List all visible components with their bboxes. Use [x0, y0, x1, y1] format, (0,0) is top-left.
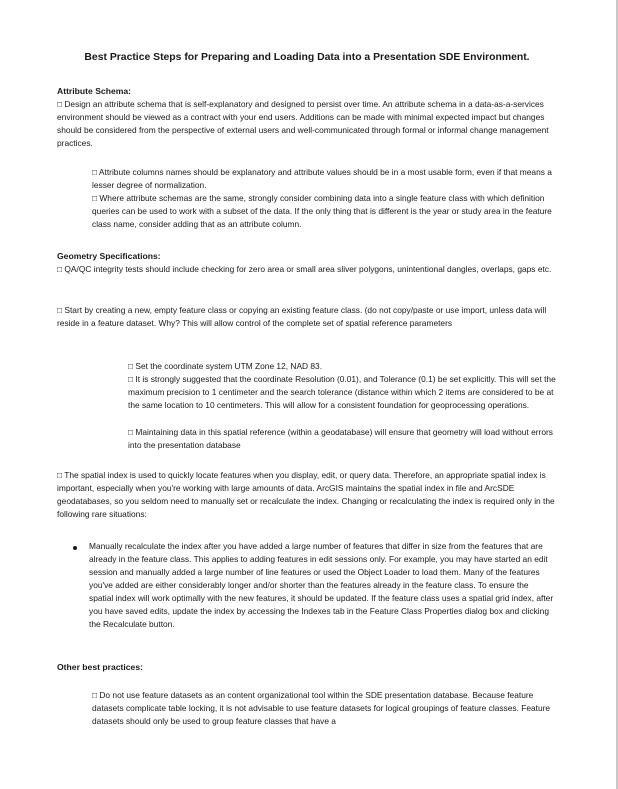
attribute-schema-paragraph-3: □ Where attribute schemas are the same, strongly consider combining data into a single feature class with which definition queries can be used to work with a subset of the data. If the only thing that is different is the year or study area in the feature class name, consider adding that as an attribute column.	[92, 193, 552, 229]
bullet-item-recalculate: Manually recalculate the index after you have added a large number of features that differ in size from the features that are already in the feature class. This applies to adding features in edit sessions only. For example, you may have started an edit session and manually added a large number of line features or used the Object Loader to load them. Many of the features you've added are either considerably longer and/or shorter than the features already in the feature class. To ensure the spatial index will work optimally with the new features, it should be updated. If the feature class uses a spatial grid index, after you have saved edits, update the index by accessing the Indexes tab in the Feature Class Properties dialog box and clicking the Recalculate button.	[89, 541, 554, 629]
bullet-dot	[73, 546, 77, 550]
geometry-paragraph-6: □ The spatial index is used to quickly locate features when you display, edit, or query data. Therefore, an appropriate spatial index is important, especially when you're working with large amounts of data. ArcGIS maintains the spatial index in file and ArcSDE geodatabases, so you seldom need to manually set or recalculate the index. Changing or recalculating the index is required only in the following rare situations:	[57, 470, 555, 519]
geometry-paragraph-3: □ Set the coordinate system UTM Zone 12, NAD 83.	[128, 361, 323, 371]
attribute-schema-heading: Attribute Schema:	[57, 86, 132, 96]
other-practices-paragraph-1: □ Do not use feature datasets as an content organizational tool within the SDE presentation database. Because feature datasets complicate table locking, it is not advisable to use feature datasets for logical groupings of feature classes. Feature datasets should only be used to group feature classes that have a	[92, 690, 551, 726]
geometry-paragraph-1: □ QA/QC integrity tests should include checking for zero area or small area sliver polygons, unintentional dangles, overlaps, gaps etc.	[57, 264, 552, 274]
geometry-paragraph-5: □ Maintaining data in this spatial reference (within a geodatabase) will ensure that geometry will load without errors into the presentation database	[128, 427, 553, 450]
geometry-paragraph-4: □ It is strongly suggested that the coordinate Resolution (0.01), and Tolerance (0.1) be set explicitly. This will set the maximum precision to 1 centimeter and the search tolerance (distance within which 2 items are considered to be at the same location to 10 centimeters. This will allow for a consistent foundation for geoprocessing operations.	[128, 374, 556, 410]
geometry-paragraph-2: □ Start by creating a new, empty feature class or copying an existing feature class. (do not copy/paste or use import, unless data will reside in a feature dataset. Why? This will allow control of the complete set of spatial reference parameters	[57, 305, 547, 328]
document-title: Best Practice Steps for Preparing and Loading Data into a Presentation SDE Environment.	[84, 52, 530, 63]
other-practices-heading: Other best practices:	[57, 662, 143, 672]
geometry-heading: Geometry Specifications:	[57, 251, 161, 261]
attribute-schema-paragraph-1: □ Design an attribute schema that is self-explanatory and designed to persist over time. An attribute schema in a data-as-a-services environment should be viewed as a contract with your end users. Additions can be made with minimal expected impact but changes should be considered from the perspective of external users and well-communicated through formal or informal change management practices.	[57, 99, 549, 148]
attribute-schema-paragraph-2: □ Attribute columns names should be explanatory and attribute values should be in a most usable form, even if that means a lesser degree of normalization.	[92, 167, 552, 190]
